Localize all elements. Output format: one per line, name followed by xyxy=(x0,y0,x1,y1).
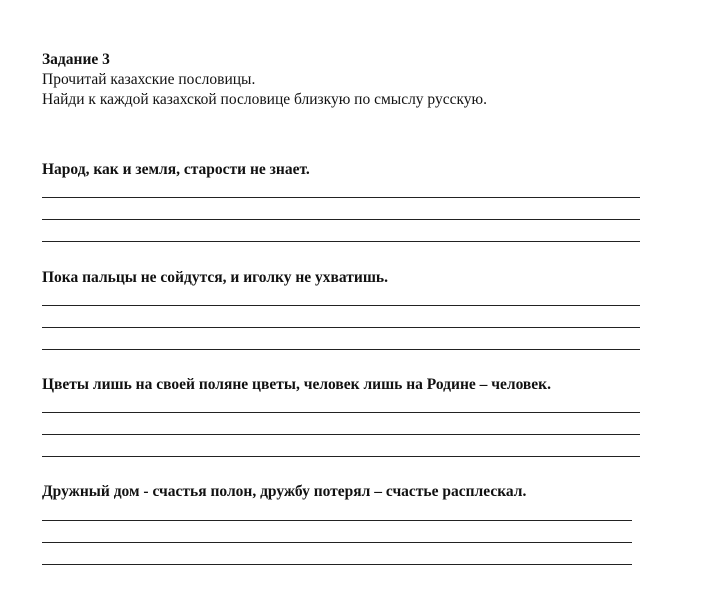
answer-line-1-3[interactable] xyxy=(42,241,640,242)
proverb-3: Цветы лишь на своей поляне цветы, человек лишь на Родине – человек. xyxy=(42,376,551,393)
answer-line-2-3[interactable] xyxy=(42,349,640,350)
answer-line-4-3[interactable] xyxy=(42,564,632,565)
answer-line-1-2[interactable] xyxy=(42,219,640,220)
answer-line-2-1[interactable] xyxy=(42,305,640,306)
proverb-1: Народ, как и земля, старости не знает. xyxy=(42,161,310,178)
answer-line-4-1[interactable] xyxy=(42,520,632,521)
answer-line-1-1[interactable] xyxy=(42,197,640,198)
answer-line-4-2[interactable] xyxy=(42,542,632,543)
proverb-2: Пока пальцы не сойдутся, и иголку не ухватишь. xyxy=(42,269,388,286)
answer-line-3-3[interactable] xyxy=(42,456,640,457)
answer-line-2-2[interactable] xyxy=(42,327,640,328)
answer-line-3-2[interactable] xyxy=(42,434,640,435)
task-title: Задание 3 xyxy=(42,51,110,68)
task-header xyxy=(42,50,487,110)
task-instruction-1: Прочитай казахские пословицы. xyxy=(42,71,256,88)
answer-line-3-1[interactable] xyxy=(42,412,640,413)
task-instruction-2: Найди к каждой казахской пословице близкую по смыслу русскую. xyxy=(42,91,488,108)
proverb-4: Дружный дом - счастья полон, дружбу потерял – счастье расплескал. xyxy=(42,483,527,500)
